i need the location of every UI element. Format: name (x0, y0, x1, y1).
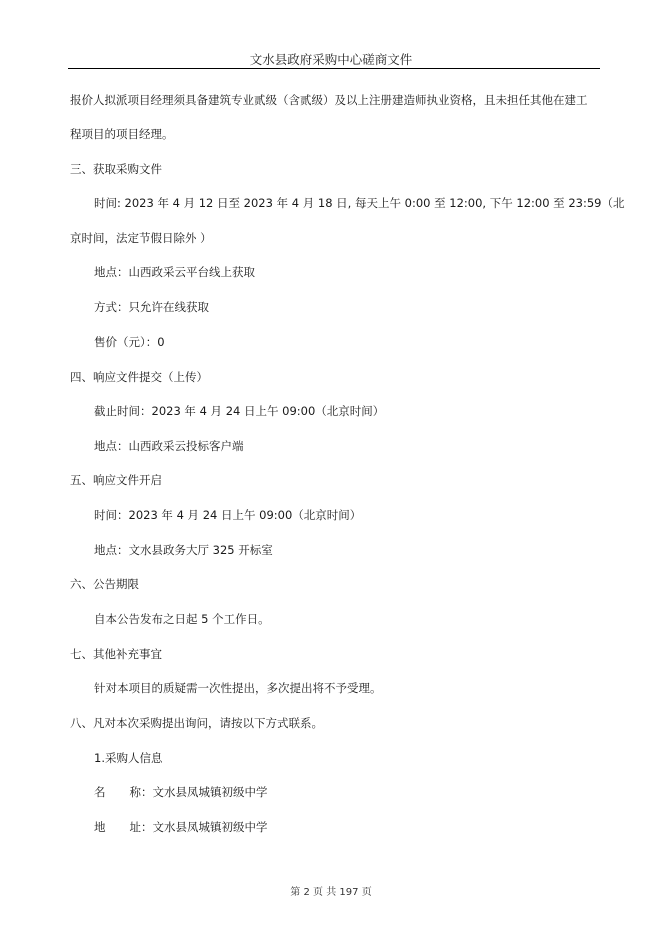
section-heading-8: 八、凡对本次采购提出询问，请按以下方式联系。 (70, 716, 323, 730)
acquire-method: 方式：只允许在线获取 (94, 300, 209, 314)
purchaser-name (94, 784, 268, 800)
opening-time: 时间：2023 年 4 月 24 日上午 09:00（北京时间） (94, 508, 362, 522)
section-heading-6: 六、公告期限 (70, 577, 139, 591)
paragraph-line: 程项目的项目经理。 (70, 127, 174, 141)
supplementary-text: 针对本项目的质疑需一次性提出，多次提出将不予受理。 (94, 681, 382, 695)
acquire-place: 地点：山西政采云平台线上获取 (94, 265, 255, 279)
page-number-footer (0, 883, 662, 898)
paragraph-line: 报价人拟派项目经理须具备建筑专业贰级（含贰级）及以上注册建造师执业资格，且未担任其他在建工 (70, 93, 588, 107)
section-heading-4: 四、响应文件提交（上传） (70, 370, 208, 384)
document-price: 售价（元）：0 (94, 335, 165, 349)
page-mid: 页 共 (313, 887, 337, 898)
name-value: 称：文水县凤城镇初级中学 (129, 785, 268, 799)
submission-place: 地点：山西政采云投标客户端 (94, 439, 244, 453)
purchaser-info-heading: 1.采购人信息 (94, 751, 163, 765)
submission-deadline: 截止时间：2023 年 4 月 24 日上午 09:00（北京时间） (94, 404, 385, 418)
section-heading-7: 七、其他补充事宜 (70, 647, 162, 661)
document-header-title: 文水县政府采购中心磋商文件 (249, 52, 413, 67)
section-heading-3: 三、获取采购文件 (70, 162, 162, 176)
page-prefix: 第 (290, 887, 301, 898)
name-label-char: 名 (94, 785, 106, 799)
acquire-time-line: 时间: 2023 年 4 月 12 日至 2023 年 4 月 18 日, 每天上午 0:00 至 12:00, 下午 12:00 至 23:59（北 (94, 196, 625, 210)
address-value: 址：文水县凤城镇初级中学 (129, 820, 268, 834)
section-heading-5: 五、响应文件开启 (70, 473, 162, 487)
current-page: 2 (303, 887, 310, 898)
opening-place: 地点：文水县政务大厅 325 开标室 (94, 543, 273, 557)
header-divider (68, 68, 600, 69)
page-suffix: 页 (361, 887, 372, 898)
notice-period-text: 自本公告发布之日起 5 个工作日。 (94, 612, 270, 626)
acquire-time-line-cont: 京时间，法定节假日除外 ） (70, 231, 212, 245)
purchaser-address (94, 819, 268, 835)
total-pages: 197 (339, 887, 359, 898)
address-label-char: 地 (94, 820, 106, 834)
